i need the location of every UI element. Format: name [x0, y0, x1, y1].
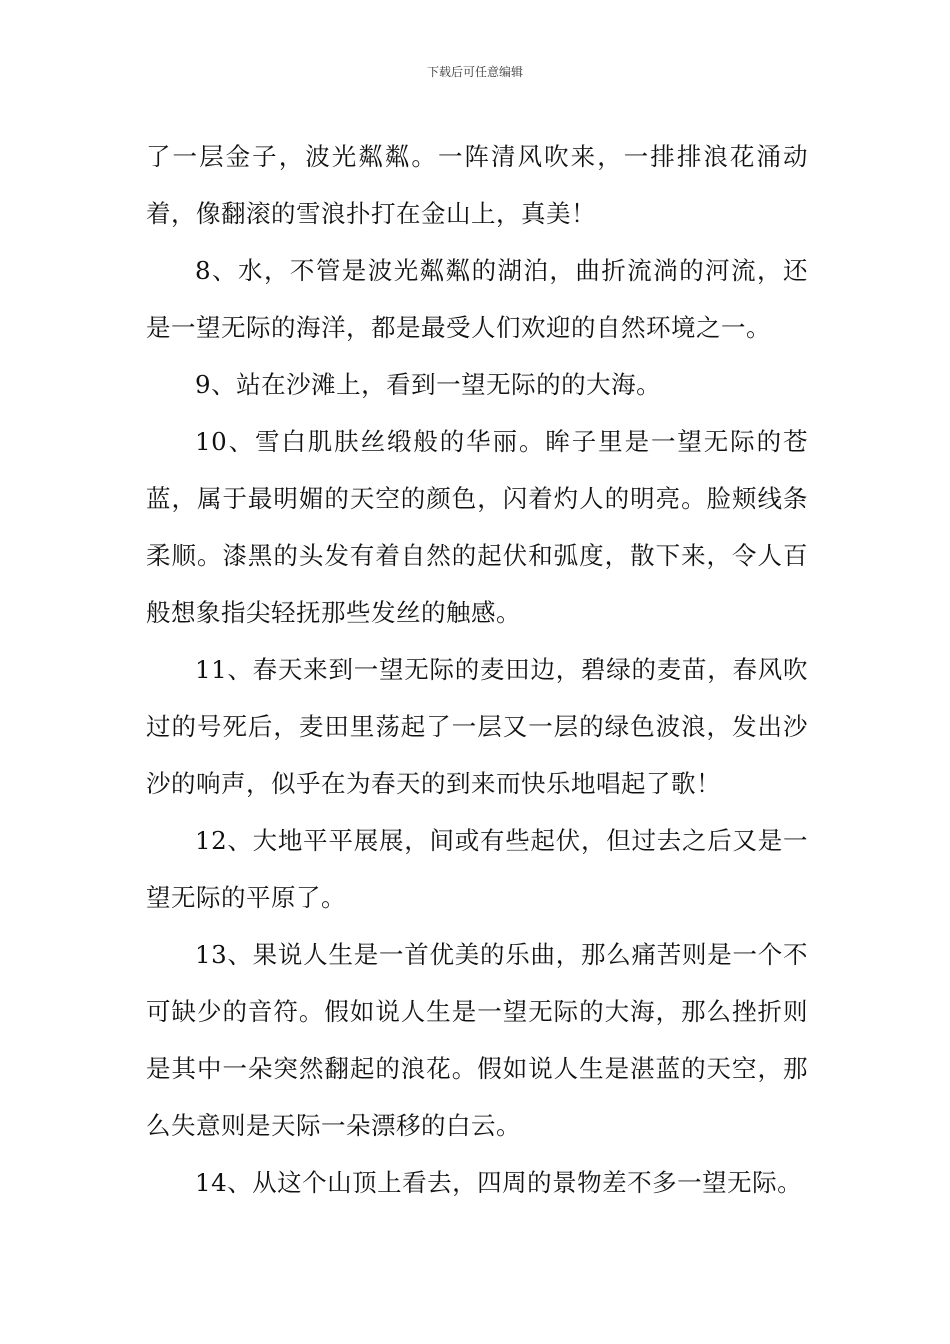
paragraph-item-12: 12、大地平平展展，间或有些起伏，但过去之后又是一望无际的平原了。	[146, 826, 808, 912]
paragraph-item-8: 8、水，不管是波光粼粼的湖泊，曲折流淌的河流，还是一望无际的海洋，都是最受人们欢迎的自然环境之一。	[146, 256, 808, 342]
paragraph-item-11: 11、春天来到一望无际的麦田边，碧绿的麦苗，春风吹过的号死后，麦田里荡起了一层又一层的绿色波浪，发出沙沙的响声，似乎在为春天的到来而快乐地唱起了歌！	[146, 655, 808, 798]
paragraph-item-10: 10、雪白肌肤丝缎般的华丽。眸子里是一望无际的苍蓝，属于最明媚的天空的颜色，闪着灼人的明亮。脸颊线条柔顺。漆黑的头发有着自然的起伏和弧度，散下来，令人百般想象指尖轻抚那些发丝的触感。	[146, 427, 808, 627]
page-header-note: 下载后可任意编辑	[426, 65, 523, 79]
paragraph-continuation: 了一层金子，波光粼粼。一阵清风吹来，一排排浪花涌动着，像翻滚的雪浪扑打在金山上，真美！	[146, 142, 808, 228]
paragraph-item-14: 14、从这个山顶上看去，四周的景物差不多一望无际。	[195, 1168, 803, 1197]
document-body	[146, 128, 808, 1211]
paragraph-item-13: 13、果说人生是一首优美的乐曲，那么痛苦则是一个不可缺少的音符。假如说人生是一望无际的大海，那么挫折则是其中一朵突然翻起的浪花。假如说人生是湛蓝的天空，那么失意则是天际一朵漂移的白云。	[146, 940, 808, 1140]
paragraph-item-9: 9、站在沙滩上，看到一望无际的的大海。	[195, 370, 662, 399]
